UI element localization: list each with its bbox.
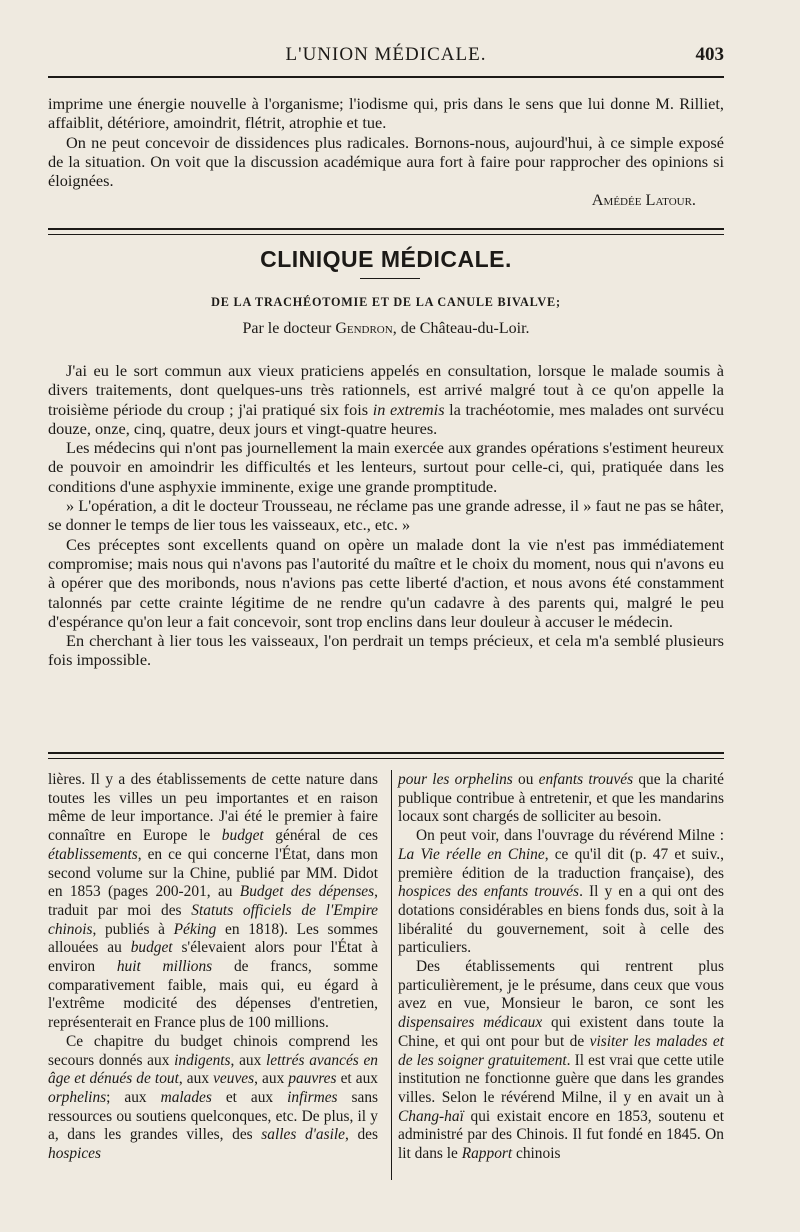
article-paragraph: Ces préceptes sont excellents quand on opère un malade dont la vie n'est pas immédiatement compromise; mais nous qui n'avons pas l'autorité du maître et le choix du moment, nous qui n'avons eu à opérer que des moribonds, nous n'avions pas cette liberté d'action, et nous avons été constamment talonnés par cette crainte légitime de ne rendre qu'un cadavre à des parents qui, malgré le peu d'espérance qu'on leur a fait concevoir, sont trop enclins dans leur douleur à accuser le médecin. [48, 534, 724, 631]
article-paragraph: Les médecins qui n'ont pas journellement la main exercée aux grandes opérations s'estiment heureux de pouvoir en amoindrir les difficultés et les lenteurs, surtout pour celle-ci, qui, pratiquée dans les conditions d'une asphyxie imminente, exige une grande promptitude. [48, 438, 724, 496]
text-run: que la charité publique contribue à entretenir, et que les mandarins locaux sont chargés de solliciter au besoin. [398, 771, 724, 826]
italic-text: in extremis [372, 399, 445, 419]
text-run: général de ces [263, 827, 378, 845]
intro-paragraph: imprime une énergie nouvelle à l'organisme; l'iodisme qui, pris dans le sens que lui donne M. Rilliet, affaiblit, détériore, amoindrit, flétrit, atrophie et tue. [48, 94, 724, 133]
italic-text: lettrés avancés en âge et dénués de tout [48, 1051, 379, 1088]
article-body [48, 361, 724, 670]
article-author [48, 320, 724, 338]
text-run: J'ai eu le sort commun aux vieux praticiens appelés en consultation, lorsque le malade soumis à divers traitements, dont quelques-uns très rationnels, est arrivé malgré tout à ce qu'on appelle la troisième période du croup ; j'ai pratiqué six fois [48, 361, 724, 419]
italic-text: visiter les malades et de les soigner gratuitement [398, 1032, 724, 1069]
running-title: L'UNION MÉDICALE. [285, 44, 487, 65]
author-prefix: Par le docteur [242, 320, 332, 337]
text-run: , en ce qui concerne l'État, dans mon second volume sur la Chine, publié par MM. Didot en 1853 (pages 200-201, au [48, 845, 378, 901]
italic-text: pour les orphelins [398, 771, 513, 788]
italic-text: Budget des dépenses [239, 883, 375, 901]
italic-text: Rapport [461, 1145, 513, 1163]
text-run: Des établissements qui rentrent plus particulièrement, je le présume, dans ceux que vous avez en vue, Monsieur le baron, ce sont les [398, 958, 724, 1013]
section-rule [48, 228, 724, 235]
text-run: ou [512, 771, 539, 788]
italic-text: huit millions [116, 958, 213, 976]
text-run: et aux [336, 1070, 378, 1088]
section-heading: CLINIQUE MÉDICALE. [260, 246, 512, 272]
signature-name: Amédée Latour. [591, 190, 696, 210]
author-place: , de Château-du-Loir. [392, 320, 530, 337]
right-column [398, 771, 724, 1164]
text-run: , aux [230, 1051, 267, 1069]
italic-text: orphelins [48, 1088, 107, 1106]
italic-text: enfants trouvés [538, 771, 634, 788]
author-name: Gendron [335, 320, 393, 337]
article-paragraph [48, 361, 724, 438]
text-run: Ce chapitre du budget chinois comprend les secours donnés aux [48, 1032, 378, 1069]
text-run: ; aux [106, 1088, 161, 1106]
column-divider [391, 770, 392, 1180]
column-paragraph [398, 771, 724, 827]
intro-text [48, 94, 724, 210]
header-rule [48, 76, 724, 78]
text-run: et aux [211, 1088, 288, 1106]
italic-text: veuves [213, 1070, 255, 1088]
text-run: lières. Il y a des établissements de cette nature dans toutes les villes un peu importantes et en raison même de leur importance. J'ai été le premier à faire connaître en Europe le [48, 771, 378, 845]
text-run: qui existent dans toute la Chine, et qui ont pour but de [398, 1014, 724, 1050]
italic-text: salles d'asile [261, 1126, 345, 1144]
intro-paragraph: On ne peut concevoir de dissidences plus radicales. Bornons-nous, aujourd'hui, à ce simple exposé de la situation. On voit que la discussion académique aura fort à faire pour rapprocher des opinions si éloignées. [48, 132, 724, 191]
column-paragraph [398, 827, 724, 958]
text-run: en 1818). Les sommes allouées au [48, 920, 378, 957]
column-paragraph [48, 771, 378, 1033]
left-column [48, 771, 378, 1164]
text-run: , des [345, 1126, 378, 1144]
text-run: . Il y en a qui ont des dotations considérables en biens fonds dus, soit à la libéralité du gouvernement, soit à celle des particuliers. [398, 883, 724, 957]
page-number: 403 [695, 44, 724, 65]
text-run: , aux [178, 1070, 214, 1088]
text-run: la trachéotomie, mes malades ont survécu douze, onze, cinq, quatre, deux jours et vingt-quatre heures. [48, 399, 724, 438]
italic-text: Statuts officiels de l'Empire chinois [48, 901, 378, 938]
italic-text: infirmes [287, 1088, 338, 1106]
text-run: . Il est vrai que cette utile institution ne fonctionne guère que dans les grandes villes. Selon le révérend Milne, il y en avait un à [398, 1051, 724, 1106]
italic-text: hospices [48, 1145, 102, 1163]
italic-text: malades [160, 1088, 212, 1106]
signature [48, 190, 696, 209]
text-run: On peut voir, dans l'ouvrage du révérend Milne : [416, 827, 724, 845]
text-run: , publiés à [92, 920, 174, 938]
italic-text: pauvres [288, 1070, 337, 1088]
page-header [48, 44, 724, 76]
text-run: , ce qu'il dit (p. 47 et suiv., première édition de la traduction française), des [398, 845, 724, 882]
feuilleton-rule [48, 752, 724, 759]
text-run: de francs, somme comparativement faible, mais qui, eu égard à l'extrême modicité des dépenses d'entretien, représenterait en France plus de 100 millions. [48, 958, 378, 1032]
text-run: , traduit par moi des [48, 883, 378, 919]
article-subtitle: DE LA TRACHÉOTOMIE ET DE LA CANULE BIVALVE; [211, 295, 561, 309]
text-run: sans ressources ou soutiens quelconques, etc. De plus, il y a, dans les grandes villes, des [48, 1088, 379, 1144]
italic-text: budget [130, 939, 173, 957]
text-run: s'élevaient alors pour l'État à environ [48, 939, 378, 976]
text-run: qui existait encore en 1853, soutenu et administré par des Chinois. Il fut fondé en 1845. On lit dans le [398, 1107, 724, 1163]
article-paragraph: En cherchant à lier tous les vaisseaux, l'on perdrait un temps précieux, et cela m'a semblé plusieurs fois impossible. [48, 631, 724, 670]
italic-text: dispensaires médicaux [398, 1014, 543, 1032]
text-run: chinois [512, 1145, 561, 1163]
column-paragraph [398, 958, 724, 1164]
text-run: , aux [254, 1070, 289, 1088]
italic-text: hospices des enfants trouvés [398, 883, 580, 901]
quote-paragraph: » L'opération, a dit le docteur Trousseau, ne réclame pas une grande adresse, il » faut ne pas se hâter, se donner le temps de lier tous les vaisseaux, etc., etc. » [48, 496, 724, 535]
heading-rule [360, 278, 420, 279]
italic-text: établissements [48, 845, 138, 863]
italic-text: indigents [174, 1051, 231, 1069]
italic-text: La Vie réelle en Chine [398, 845, 545, 863]
italic-text: Péking [173, 920, 217, 938]
italic-text: Chang-haï [398, 1107, 464, 1125]
column-paragraph [48, 1033, 378, 1164]
italic-text: budget [221, 827, 264, 845]
